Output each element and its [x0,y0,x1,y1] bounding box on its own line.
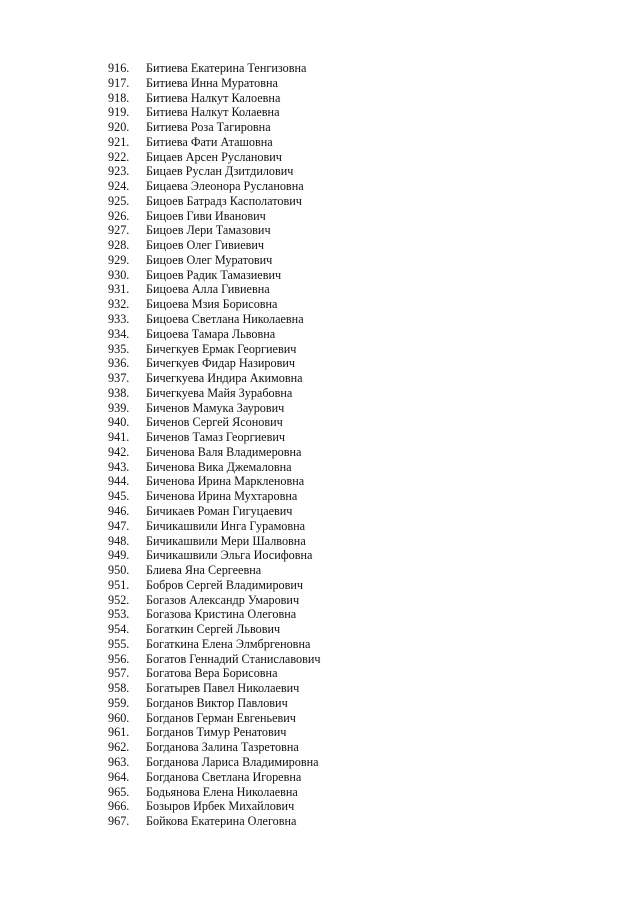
list-item [108,415,321,430]
list-item [108,474,321,489]
entry-name: Биченов Тамаз Георгиевич [146,430,285,445]
entry-name: Биченов Мамука Заурович [146,400,285,415]
list-item [108,312,321,327]
entry-name: Биченова Ирина Маркленовна [146,474,305,489]
list-item [108,681,321,696]
entry-name: Бойкова Екатерина Олеговна [146,814,297,829]
entry-number: 960. [108,710,130,725]
entry-name: Бобров Сергей Владимирович [146,577,304,592]
list-item [108,356,321,371]
entry-number: 951. [108,577,130,592]
entry-number: 947. [108,518,130,533]
entry-name: Бицоева Тамара Львовна [146,326,276,341]
entry-name: Богданов Виктор Павлович [146,695,288,710]
list-item [108,430,321,445]
entry-name: Бичегкуев Ермак Георгиевич [146,341,297,356]
entry-number: 935. [108,341,130,356]
entry-name: Битиева Налкут Калоевна [146,90,281,105]
list-item [108,76,321,91]
list-item [108,770,321,785]
entry-number: 965. [108,784,130,799]
entry-number: 926. [108,208,130,223]
entry-number: 930. [108,267,130,282]
name-list [108,61,321,829]
entry-number: 948. [108,533,130,548]
entry-name: Богданова Лариса Владимировна [146,754,319,769]
entry-name: Бицоева Светлана Николаевна [146,312,304,327]
entry-name: Богатова Вера Борисовна [146,666,278,681]
entry-number: 962. [108,740,130,755]
list-item [108,401,321,416]
list-item [108,785,321,800]
entry-number: 933. [108,312,130,327]
entry-name: Битиева Роза Тагировна [146,120,271,135]
entry-name: Бицоев Радик Тамазиевич [146,267,282,282]
entry-number: 928. [108,238,130,253]
entry-name: Бицоев Гиви Иванович [146,208,266,223]
entry-name: Бодьянова Елена Николаевна [146,784,298,799]
entry-number: 940. [108,415,130,430]
list-item [108,460,321,475]
entry-name: Богаткина Елена Элмбргеновна [146,636,311,651]
list-item [108,150,321,165]
entry-name: Богданов Тимур Ренатович [146,725,287,740]
entry-number: 957. [108,666,130,681]
entry-number: 936. [108,356,130,371]
list-item [108,105,321,120]
list-item [108,342,321,357]
entry-name: Бицаева Элеонора Руслановна [146,179,304,194]
list-item [108,578,321,593]
list-item [108,297,321,312]
list-item [108,534,321,549]
list-item [108,282,321,297]
entry-number: 938. [108,385,130,400]
entry-number: 932. [108,297,130,312]
list-item [108,120,321,135]
entry-number: 929. [108,252,130,267]
entry-number: 946. [108,503,130,518]
entry-name: Бичикашвили Мери Шалвовна [146,533,306,548]
entry-number: 939. [108,400,130,415]
entry-name: Богданова Залина Тазретовна [146,740,299,755]
list-item [108,253,321,268]
entry-number: 953. [108,607,130,622]
entry-name: Бичегкуев Фидар Назирович [146,356,295,371]
list-item [108,327,321,342]
list-item [108,622,321,637]
entry-number: 958. [108,681,130,696]
entry-name: Битиева Екатерина Тенгизовна [146,61,307,75]
list-item [108,740,321,755]
list-item [108,814,321,829]
list-item [108,519,321,534]
list-item [108,179,321,194]
entry-number: 923. [108,164,130,179]
entry-number: 964. [108,769,130,784]
entry-number: 931. [108,282,130,297]
list-item [108,61,321,76]
entry-name: Бицоев Олег Гивиевич [146,238,265,253]
entry-name: Богданов Герман Евгеньевич [146,710,296,725]
list-item [108,91,321,106]
list-item [108,164,321,179]
list-item [108,548,321,563]
entry-number: 954. [108,622,130,637]
entry-number: 961. [108,725,130,740]
entry-name: Бицаев Арсен Русланович [146,149,282,164]
entry-number: 925. [108,193,130,208]
entry-name: Бичегкуева Индира Акимовна [146,371,303,386]
entry-name: Богатырев Павел Николаевич [146,681,300,696]
list-item [108,223,321,238]
entry-name: Бицоева Мзия Борисовна [146,297,278,312]
entry-name: Битиева Фати Аташовна [146,134,273,149]
entry-name: Биченов Сергей Ясонович [146,415,283,430]
list-item [108,563,321,578]
list-item [108,652,321,667]
entry-name: Биченова Ирина Мухтаровна [146,489,298,504]
entry-name: Бозыров Ирбек Михайлович [146,799,295,814]
list-item [108,194,321,209]
entry-number: 956. [108,651,130,666]
list-item [108,696,321,711]
list-item [108,238,321,253]
list-item [108,445,321,460]
entry-number: 955. [108,636,130,651]
entry-name: Богданова Светлана Игоревна [146,769,302,784]
list-item [108,371,321,386]
entry-name: Бицоев Лери Тамазович [146,223,271,238]
entry-number: 924. [108,179,130,194]
entry-number: 918. [108,90,130,105]
list-item [108,209,321,224]
entry-name: Богаткин Сергей Львович [146,622,281,637]
list-item [108,386,321,401]
entry-name: Бицаев Руслан Дзитдилович [146,164,294,179]
entry-number: 919. [108,105,130,120]
list-item [108,755,321,770]
entry-number: 952. [108,592,130,607]
entry-number: 963. [108,754,130,769]
list-item [108,268,321,283]
entry-number: 922. [108,149,130,164]
list-item [108,637,321,652]
list-item [108,607,321,622]
entry-number: 927. [108,223,130,238]
entry-name: Битиева Инна Муратовна [146,75,278,90]
entry-name: Бичикашвили Эльга Иосифовна [146,548,313,563]
entry-name: Бичегкуева Майя Зурабовна [146,385,293,400]
entry-name: Бицоев Олег Муратович [146,252,273,267]
entry-name: Бичикаев Роман Гигуцаевич [146,503,293,518]
entry-name: Биченова Вика Джемаловна [146,459,292,474]
list-item [108,489,321,504]
entry-number: 950. [108,563,130,578]
entry-number: 959. [108,695,130,710]
list-item [108,593,321,608]
entry-number: 934. [108,326,130,341]
entry-number: 942. [108,444,130,459]
entry-name: Бичикашвили Инга Гурамовна [146,518,306,533]
entry-number: 921. [108,134,130,149]
list-item [108,711,321,726]
entry-number: 920. [108,120,130,135]
list-item [108,135,321,150]
entry-name: Бицоев Батрадз Касполатович [146,193,302,208]
list-item [108,725,321,740]
entry-name: Бицоева Алла Гивиевна [146,282,270,297]
entry-name: Богазова Кристина Олеговна [146,607,297,622]
entry-name: Битиева Налкут Колаевна [146,105,280,120]
entry-name: Биченова Валя Владимеровна [146,444,302,459]
entry-number: 916. [108,61,130,75]
entry-number: 949. [108,548,130,563]
entry-number: 937. [108,371,130,386]
entry-number: 941. [108,430,130,445]
entry-name: Богатов Геннадий Станиславович [146,651,321,666]
entry-name: Богазов Александр Умарович [146,592,300,607]
entry-number: 966. [108,799,130,814]
entry-number: 944. [108,474,130,489]
list-item [108,666,321,681]
list-item [108,799,321,814]
entry-number: 943. [108,459,130,474]
entry-name: Блиева Яна Сергеевна [146,563,262,578]
entry-number: 917. [108,75,130,90]
list-item [108,504,321,519]
entry-number: 967. [108,814,130,829]
entry-number: 945. [108,489,130,504]
